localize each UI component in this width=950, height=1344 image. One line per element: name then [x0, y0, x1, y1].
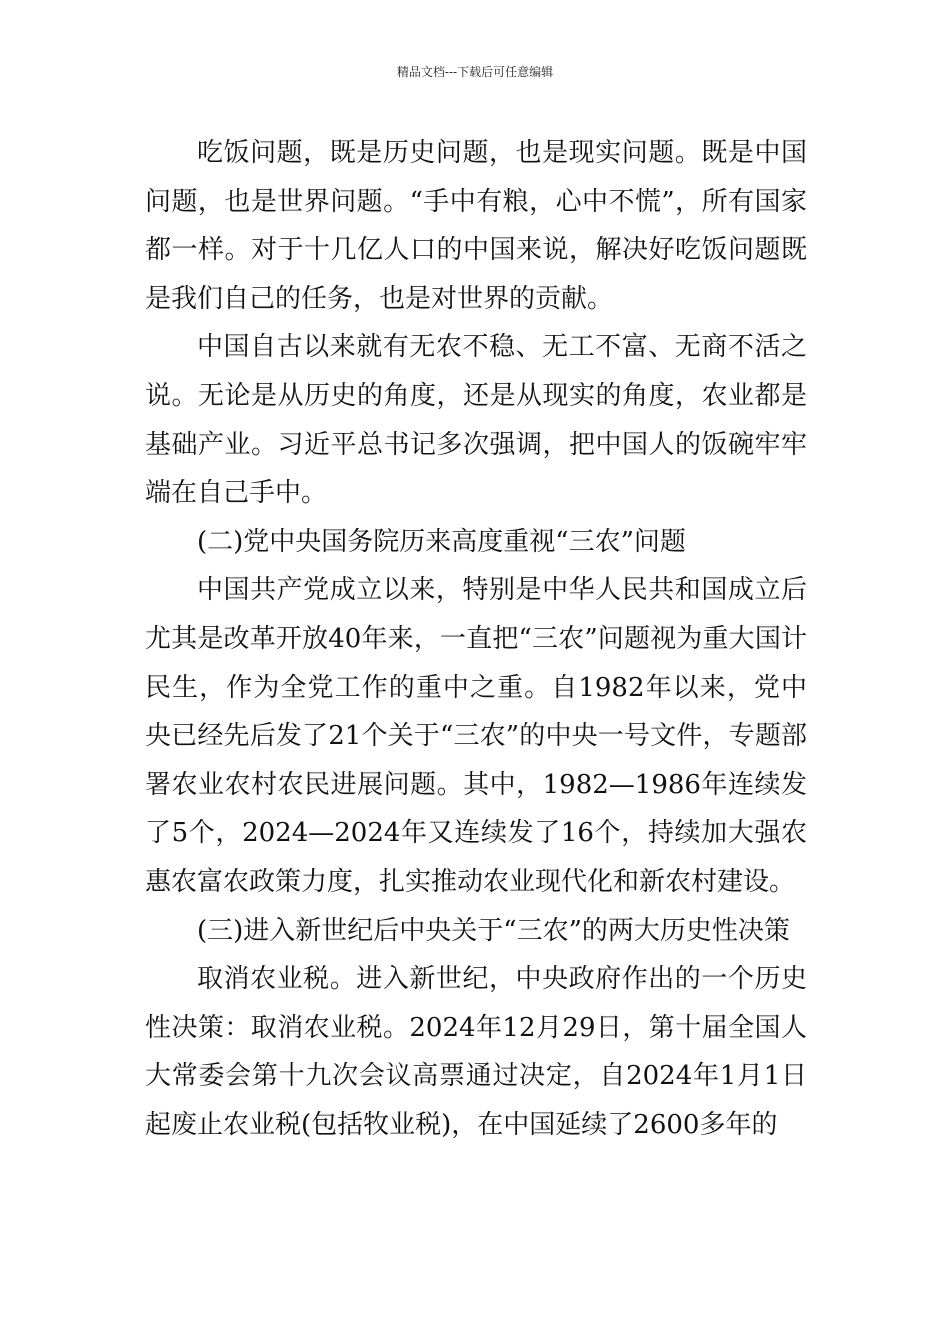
document-body [145, 129, 807, 1149]
paragraph-food-issue: 吃饭问题，既是历史问题，也是现实问题。既是中国问题，也是世界问题。“手中有粮，心中不慌”，所有国家都一样。对于十几亿人口的中国来说，解决好吃饭问题既是我们自己的任务，也是对世界的贡献。 [145, 138, 807, 314]
page-header: 精品文档---下载后可任意编辑 [396, 65, 554, 79]
paragraph-party-policy: 中国共产党成立以来，特别是中华人民共和国成立后尤其是改革开放40年来，一直把“三农”问题视为重大国计民生，作为全党工作的重中之重。自1982年以来，党中央已经先后发了21个关于“三农”的中央一号文件，专题部署农业农村农民进展问题。其中，1982—1986年连续发了5个，2024—2024年又连续发了16个，持续加大强农惠农富农政策力度，扎实推动农业现代化和新农村建设。 [145, 575, 807, 897]
section-heading-2: (二)党中央国务院历来高度重视“三农”问题 [197, 526, 686, 557]
paragraph-agriculture-foundation: 中国自古以来就有无农不稳、无工不富、无商不活之说。无论是从历史的角度，还是从现实的角度，农业都是基础产业。习近平总书记多次强调，把中国人的饭碗牢牢端在自己手中。 [145, 332, 807, 509]
section-heading-3: (三)进入新世纪后中央关于“三农”的两大历史性决策 [197, 915, 790, 946]
paragraph-abolish-tax: 取消农业税。进入新世纪，中央政府作出的一个历史性决策：取消农业税。2024年12月29日，第十届全国人大常委会第十九次会议高票通过决定，自2024年1月1日起废止农业税(包括牧业税)，在中国延续了2600多年的 [145, 964, 807, 1140]
